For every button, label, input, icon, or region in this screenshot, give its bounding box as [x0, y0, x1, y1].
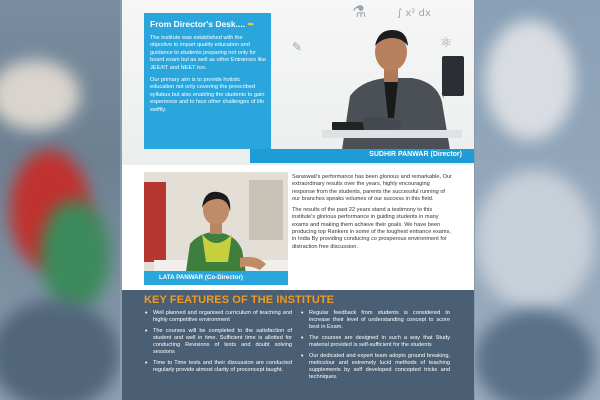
performance-paragraph: Saraswati's performance has been glorious and remarkable, Our extraordinary results over the years, highly encouraging response from the students, parents the successful running of our branches speaks volumes of our success in this field. — [292, 174, 452, 202]
director-paragraph: Our primary aim is to provide holistic education not only covering the prescribed syllabus but also enabling the students to gain experience and to face other challenges of life swiftly. — [150, 77, 265, 113]
feature-item: • Time to Time tests and their discussion are conducted regularly provide atmost clarity of proconcept taught. — [144, 360, 292, 374]
co-director-section — [144, 172, 454, 285]
director-title-text: From Director's Desk.... — [150, 19, 246, 29]
features-left-column — [144, 310, 292, 378]
pen-icon: ✒ — [247, 20, 255, 29]
co-director-illustration — [144, 172, 288, 285]
formula-doodle: ∫ x² dx — [397, 8, 431, 19]
blur-shape — [485, 20, 575, 140]
blur-shape — [475, 170, 595, 310]
director-message-box — [144, 13, 271, 149]
feature-item: • Well planned and organised curriculum of teaching and highly competitive environment — [144, 310, 292, 324]
director-caption: SUDHIR PANWAR (Director) — [369, 151, 462, 158]
features-right-column — [300, 310, 450, 385]
background-right-blur — [475, 0, 600, 400]
director-paragraph: The institute was established with the objective to impart quality education and guidance to students preparing not only for board exam but as well as other Entrances like JEE/IIT and NEET too. — [150, 35, 266, 71]
co-director-caption: LATA PANWAR (Co-Director) — [159, 274, 243, 281]
feature-item: • Our dedicated and expert team adopts ground breaking, meticulour and extremely lucid methods of teaching supplements by self developed concepted tricks and techniques. — [300, 353, 450, 381]
atom-icon: ⚛ — [440, 35, 453, 51]
background-left-blur — [0, 0, 120, 400]
performance-text — [292, 174, 454, 255]
feature-item: • The courses will be completed to the satisfaction of student and well in time. Sufficient time is allotted for conducting Revisions of tests and doubt solving sessions — [144, 328, 292, 356]
key-features-title: KEY FEATURES OF THE INSTITUTE — [144, 294, 335, 306]
feature-item: • Regular feedback from students is considered to increase their level of understanding concept to score best in Exam. — [300, 310, 450, 331]
brochure-page — [122, 0, 474, 400]
feature-item: • The courses are designed in such a way that Study material provided is self-sufficient for the students — [300, 335, 450, 349]
co-director-photo — [144, 172, 288, 285]
co-director-caption-bar — [144, 271, 288, 285]
director-section — [122, 0, 474, 165]
blur-shape — [40, 200, 110, 310]
flask-icon: ⚗ — [352, 2, 367, 21]
bulb-icon: ✎ — [292, 40, 303, 54]
director-caption-bar — [250, 149, 474, 163]
director-title — [150, 19, 266, 29]
blur-shape — [0, 300, 120, 400]
performance-paragraph: The results of the past 22 years stand a testimony to this institute's glorious performance in guiding students in many exams and making them achieve their goals. We have been producing top Rankers in some of the toughest entrance exams, in India By providing conducing co prosperous environment for distraction free discussion. — [292, 207, 451, 250]
blur-shape — [475, 310, 595, 400]
director-photo — [302, 18, 474, 150]
blur-shape — [0, 60, 80, 130]
key-features-section — [122, 290, 474, 400]
